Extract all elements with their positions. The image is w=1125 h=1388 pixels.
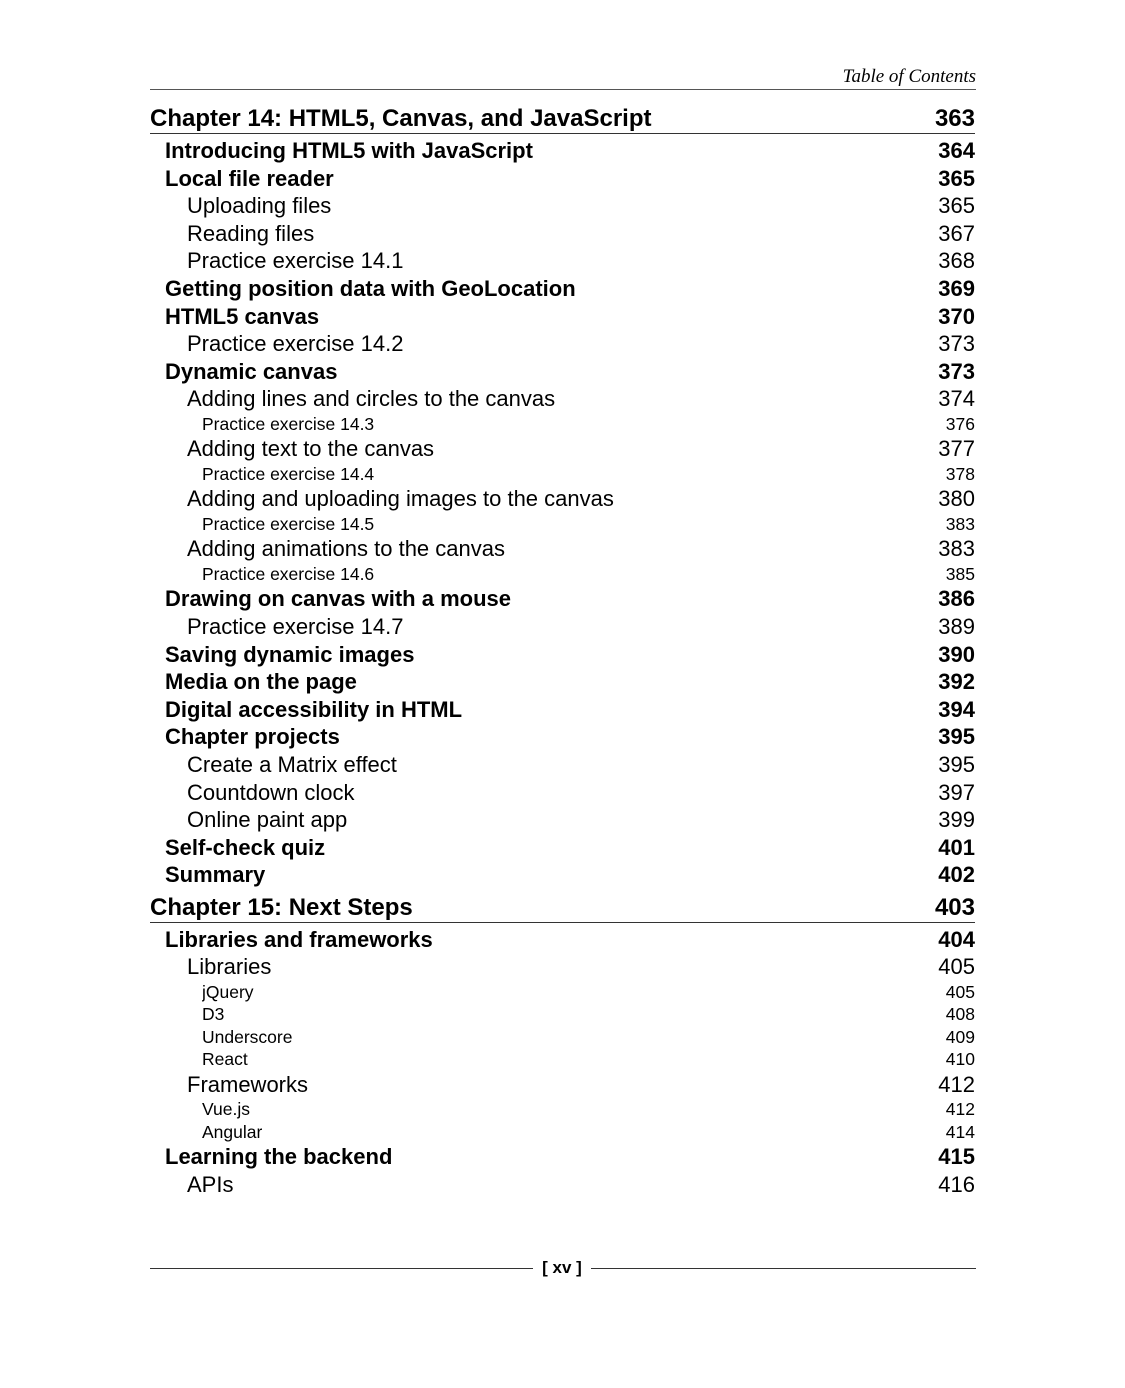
toc-entry-page: 401: [938, 834, 975, 860]
toc-entry[interactable]: [150, 165, 975, 193]
toc-entry-page: 409: [945, 1026, 975, 1047]
toc-entry-title: Practice exercise 14.1: [187, 248, 404, 274]
toc-entry-page: 383: [938, 536, 975, 562]
toc-entry[interactable]: [150, 806, 975, 834]
toc-entry[interactable]: [150, 1003, 975, 1025]
toc-entry-page: 412: [945, 1099, 975, 1120]
toc-entry[interactable]: [150, 358, 975, 386]
toc-entry-title: Practice exercise 14.2: [187, 331, 404, 357]
toc-entry-page: 410: [945, 1049, 975, 1070]
toc-entry-title: Underscore: [202, 1026, 293, 1047]
toc-entry[interactable]: [150, 137, 975, 165]
toc-entry-title: D3: [202, 1004, 225, 1025]
toc-entry-title: React: [202, 1049, 248, 1070]
toc-entry[interactable]: [150, 953, 975, 981]
toc-entry-page: 377: [938, 436, 975, 462]
toc-entry-title: Drawing on canvas with a mouse: [165, 586, 511, 612]
toc-entry[interactable]: [150, 247, 975, 275]
toc-entry-title: Getting position data with GeoLocation: [165, 275, 576, 301]
running-header: Table of Contents: [842, 66, 976, 87]
toc-entry-title: Practice exercise 14.6: [202, 563, 375, 584]
toc-entry[interactable]: [150, 779, 975, 807]
toc-entry-title: Countdown clock: [187, 779, 355, 805]
toc-entry-title: Chapter 14: HTML5, Canvas, and JavaScript: [150, 105, 652, 132]
toc-entry[interactable]: [150, 435, 975, 463]
toc-entry-title: HTML5 canvas: [165, 303, 320, 329]
toc-entry-title: Digital accessibility in HTML: [165, 696, 463, 722]
toc-entry-page: 412: [938, 1071, 975, 1097]
toc-entry-title: Adding lines and circles to the canvas: [187, 386, 556, 412]
toc-entry-title: APIs: [187, 1171, 234, 1197]
toc-entry-page: 378: [945, 463, 975, 484]
toc-entry-page: 385: [945, 563, 975, 584]
toc-entry-title: Saving dynamic images: [165, 641, 415, 667]
toc-entry-page: 386: [938, 586, 975, 612]
toc-entry[interactable]: [150, 585, 975, 613]
toc-entry-page: 395: [938, 751, 975, 777]
toc-entry-page: 374: [938, 386, 975, 412]
toc-entry[interactable]: [150, 1026, 975, 1048]
toc-entry[interactable]: [150, 641, 975, 669]
toc-entry-title: jQuery: [202, 982, 254, 1003]
toc-entry[interactable]: [150, 613, 975, 641]
toc-entry-page: 373: [938, 358, 975, 384]
toc-entry-page: 365: [938, 165, 975, 191]
toc-entry-page: 368: [938, 248, 975, 274]
toc-chapter-entry[interactable]: [150, 893, 975, 923]
toc-entry-page: 415: [938, 1144, 975, 1170]
toc-entry-page: 416: [938, 1171, 975, 1197]
toc-entry-page: 390: [938, 641, 975, 667]
toc-entry-title: Adding animations to the canvas: [187, 536, 505, 562]
toc-entry-page: 364: [938, 138, 975, 163]
toc-entry-page: 399: [938, 807, 975, 833]
toc-entry-title: Vue.js: [202, 1099, 250, 1120]
toc-entry[interactable]: [150, 275, 975, 303]
toc-entry-page: 405: [938, 954, 975, 980]
table-of-contents: [150, 104, 975, 1198]
toc-entry[interactable]: [150, 463, 975, 485]
toc-entry[interactable]: [150, 696, 975, 724]
toc-entry-title: Uploading files: [187, 193, 332, 219]
toc-entry[interactable]: [150, 303, 975, 331]
toc-entry-page: 397: [938, 779, 975, 805]
toc-chapter-entry[interactable]: [150, 104, 975, 134]
toc-entry-page: 395: [938, 724, 975, 750]
toc-entry-page: 380: [938, 486, 975, 512]
toc-entry[interactable]: [150, 563, 975, 585]
toc-entry-page: 389: [938, 613, 975, 639]
toc-entry[interactable]: [150, 220, 975, 248]
toc-entry-title: Create a Matrix effect: [187, 751, 397, 777]
toc-entry-page: 365: [938, 193, 975, 219]
footer-rule-right: [591, 1268, 976, 1269]
toc-entry-title: Introducing HTML5 with JavaScript: [165, 138, 533, 163]
toc-entry-page: 408: [945, 1004, 975, 1025]
toc-entry-title: Frameworks: [187, 1071, 309, 1097]
toc-entry[interactable]: [150, 1143, 975, 1171]
toc-entry[interactable]: [150, 834, 975, 862]
toc-entry[interactable]: [150, 1171, 975, 1199]
toc-entry[interactable]: [150, 413, 975, 435]
toc-entry[interactable]: [150, 485, 975, 513]
toc-entry-page: 370: [938, 303, 975, 329]
toc-entry[interactable]: [150, 981, 975, 1003]
page-number: [ xv ]: [542, 1258, 582, 1277]
toc-entry-page: 373: [938, 331, 975, 357]
toc-entry-title: Chapter projects: [165, 724, 340, 750]
toc-entry[interactable]: [150, 1048, 975, 1070]
toc-entry-title: Practice exercise 14.4: [202, 463, 375, 484]
toc-entry-page: 376: [945, 413, 975, 434]
toc-entry-page: 403: [934, 893, 975, 921]
toc-entry-page: 394: [938, 696, 975, 722]
toc-entry[interactable]: [150, 1121, 975, 1143]
toc-entry[interactable]: [150, 1071, 975, 1099]
toc-entry-title: Local file reader: [165, 165, 334, 191]
toc-entry-title: Practice exercise 14.5: [202, 513, 375, 534]
toc-entry-title: Adding text to the canvas: [187, 436, 435, 462]
toc-entry[interactable]: [150, 723, 975, 751]
toc-entry[interactable]: [150, 926, 975, 954]
toc-entry-page: 363: [934, 105, 975, 132]
page-footer: [150, 1256, 976, 1280]
toc-entry-page: 402: [938, 862, 975, 888]
toc-entry[interactable]: [150, 192, 975, 220]
toc-entry[interactable]: [150, 513, 975, 535]
toc-entry-title: Chapter 15: Next Steps: [150, 893, 413, 921]
toc-entry-title: Media on the page: [165, 669, 357, 695]
toc-entry-title: Reading files: [187, 220, 315, 246]
toc-entry-page: 414: [945, 1121, 975, 1142]
toc-entry-title: Practice exercise 14.3: [202, 413, 375, 434]
toc-entry-page: 405: [945, 982, 975, 1003]
toc-entry[interactable]: [150, 535, 975, 563]
toc-entry-page: 392: [938, 669, 975, 695]
toc-entry-title: Summary: [165, 862, 266, 888]
footer-rule-left: [150, 1268, 533, 1269]
toc-entry-page: 369: [938, 275, 975, 301]
toc-entry[interactable]: [150, 1098, 975, 1120]
toc-entry-page: 404: [938, 926, 975, 952]
header-rule: [150, 89, 976, 90]
toc-entry[interactable]: [150, 751, 975, 779]
toc-entry[interactable]: [150, 861, 975, 889]
toc-entry-page: 383: [945, 513, 975, 534]
toc-entry[interactable]: [150, 385, 975, 413]
toc-entry-title: Learning the backend: [165, 1144, 393, 1170]
toc-entry-title: Practice exercise 14.7: [187, 613, 404, 639]
toc-entry-title: Libraries and frameworks: [165, 926, 433, 952]
toc-entry-title: Self-check quiz: [165, 834, 326, 860]
toc-entry-title: Online paint app: [187, 807, 348, 833]
toc-entry-title: Angular: [202, 1121, 263, 1142]
toc-entry-title: Libraries: [187, 954, 272, 980]
toc-entry[interactable]: [150, 330, 975, 358]
toc-entry-title: Adding and uploading images to the canvas: [187, 486, 614, 512]
toc-entry-page: 367: [938, 220, 975, 246]
toc-entry[interactable]: [150, 668, 975, 696]
toc-entry-title: Dynamic canvas: [165, 358, 338, 384]
